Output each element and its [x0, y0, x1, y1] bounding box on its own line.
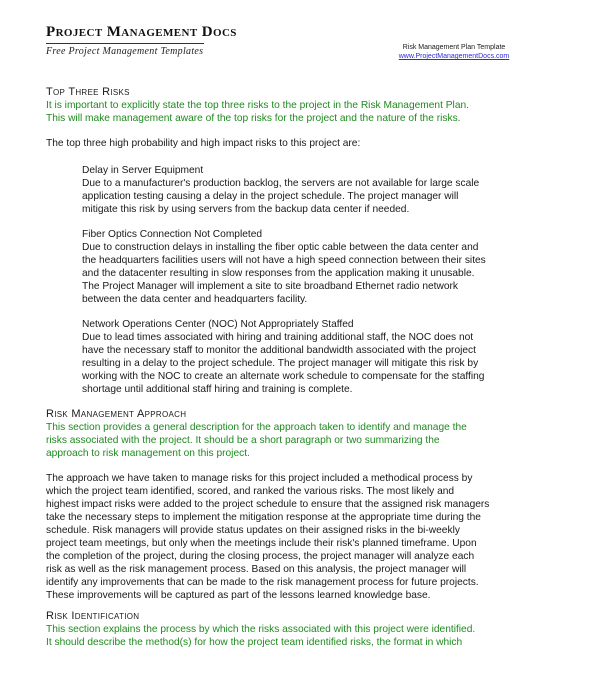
risk-description-line: Due to lead times associated with hiring and training additional staff, the NOC does not [82, 332, 474, 343]
section-heading-identification: Risk Identification [46, 610, 140, 622]
document-header [384, 43, 524, 61]
risk-description-line: have the necessary staff to monitor the additional bandwidth associated with the project [82, 345, 476, 356]
risk-description-line: and the datacenter resulting in slow responses from the application making it unusable. [82, 268, 475, 279]
risk-title: Fiber Optics Connection Not Completed [82, 229, 263, 240]
guidance-line: This section provides a general description for the approach taken to identify and manage the [46, 422, 467, 433]
risk-description-line: The Project Manager will implement a site to site broadband Ethernet radio network [82, 281, 458, 292]
risk-description-line: resulting in a delay to the project schedule. The project manager will mitigate this risk by [82, 358, 479, 369]
section-heading-top-risks: Top Three Risks [46, 86, 130, 98]
guidance-line: It is important to explicitly state the top three risks to the project in the Risk Management Plan. [46, 100, 469, 111]
document-title: Risk Management Plan Template [402, 44, 506, 51]
guidance-line: approach to risk management on this project. [46, 448, 250, 459]
risk-description-line: mitigate this risk by using servers from the backup data center if needed. [82, 204, 410, 215]
risk-description-line: working with the NOC to create an alternate work schedule to compensate for the staffing [82, 371, 485, 382]
approach-line: These improvements will be captured as part of the lessons learned knowledge base. [46, 590, 431, 601]
guidance-line: This section explains the process by which the risks associated with this project were identified. [46, 624, 476, 635]
approach-line: highest impact risks were added to the project schedule to ensure that the assigned risk managers [46, 499, 490, 510]
approach-line: take the necessary steps to implement the mitigation response at the appropriate time during the [46, 512, 481, 523]
approach-line: schedule. Risk managers will provide status updates on their assigned risks in the bi-weekly [46, 525, 460, 536]
intro-paragraph: The top three high probability and high impact risks to this project are: [46, 138, 361, 149]
logo-divider [46, 43, 204, 44]
risk-description-line: the headquarters facilities users will not have a high speed connection between their sites [82, 255, 486, 266]
logo-subtitle: Free Project Management Templates [46, 46, 204, 57]
risk-description-line: between the data center and headquarters facility. [82, 294, 308, 305]
risk-description-line: shortage until additional staff hiring and training is complete. [82, 384, 353, 395]
logo-title: Project Management Docs [46, 24, 237, 40]
approach-line: risk as well as the risk management process. Based on this analysis, the project manager will [46, 564, 467, 575]
guidance-line: risks associated with the project. It should be a short paragraph or two summarizing the [46, 435, 440, 446]
approach-line: identify any improvements that can be made to the risk management process for future projects. [46, 577, 479, 588]
approach-line: which the project team identified, scored, and ranked the various risks. The most likely and [46, 486, 455, 497]
risk-title: Delay in Server Equipment [82, 165, 204, 176]
risk-description-line: Due to a manufacturer's production backlog, the servers are not available for large scale [82, 178, 480, 189]
section-heading-approach: Risk Management Approach [46, 408, 187, 420]
approach-line: project team meetings, but only when the meetings include their risk's planned timeframe. Upon [46, 538, 477, 549]
risk-title: Network Operations Center (NOC) Not Appropriately Staffed [82, 319, 354, 330]
logo [46, 24, 237, 57]
document-body [46, 86, 600, 649]
approach-line: the completion of the project, during the closing process, the project manager will analyze each [46, 551, 475, 562]
website-link[interactable]: www.ProjectManagementDocs.com [398, 53, 510, 60]
approach-line: The approach we have taken to manage risks for this project included a methodical process by [46, 473, 473, 484]
risk-description-line: Due to construction delays in installing the fiber optic cable between the data center and [82, 242, 479, 253]
risk-description-line: application testing causing a delay in the project schedule. The project manager will [82, 191, 459, 202]
guidance-line: This will make management aware of the top risks for the project and the nature of the risks. [46, 113, 461, 124]
guidance-line: It should describe the method(s) for how the project team identified risks, the format in which [46, 637, 463, 648]
